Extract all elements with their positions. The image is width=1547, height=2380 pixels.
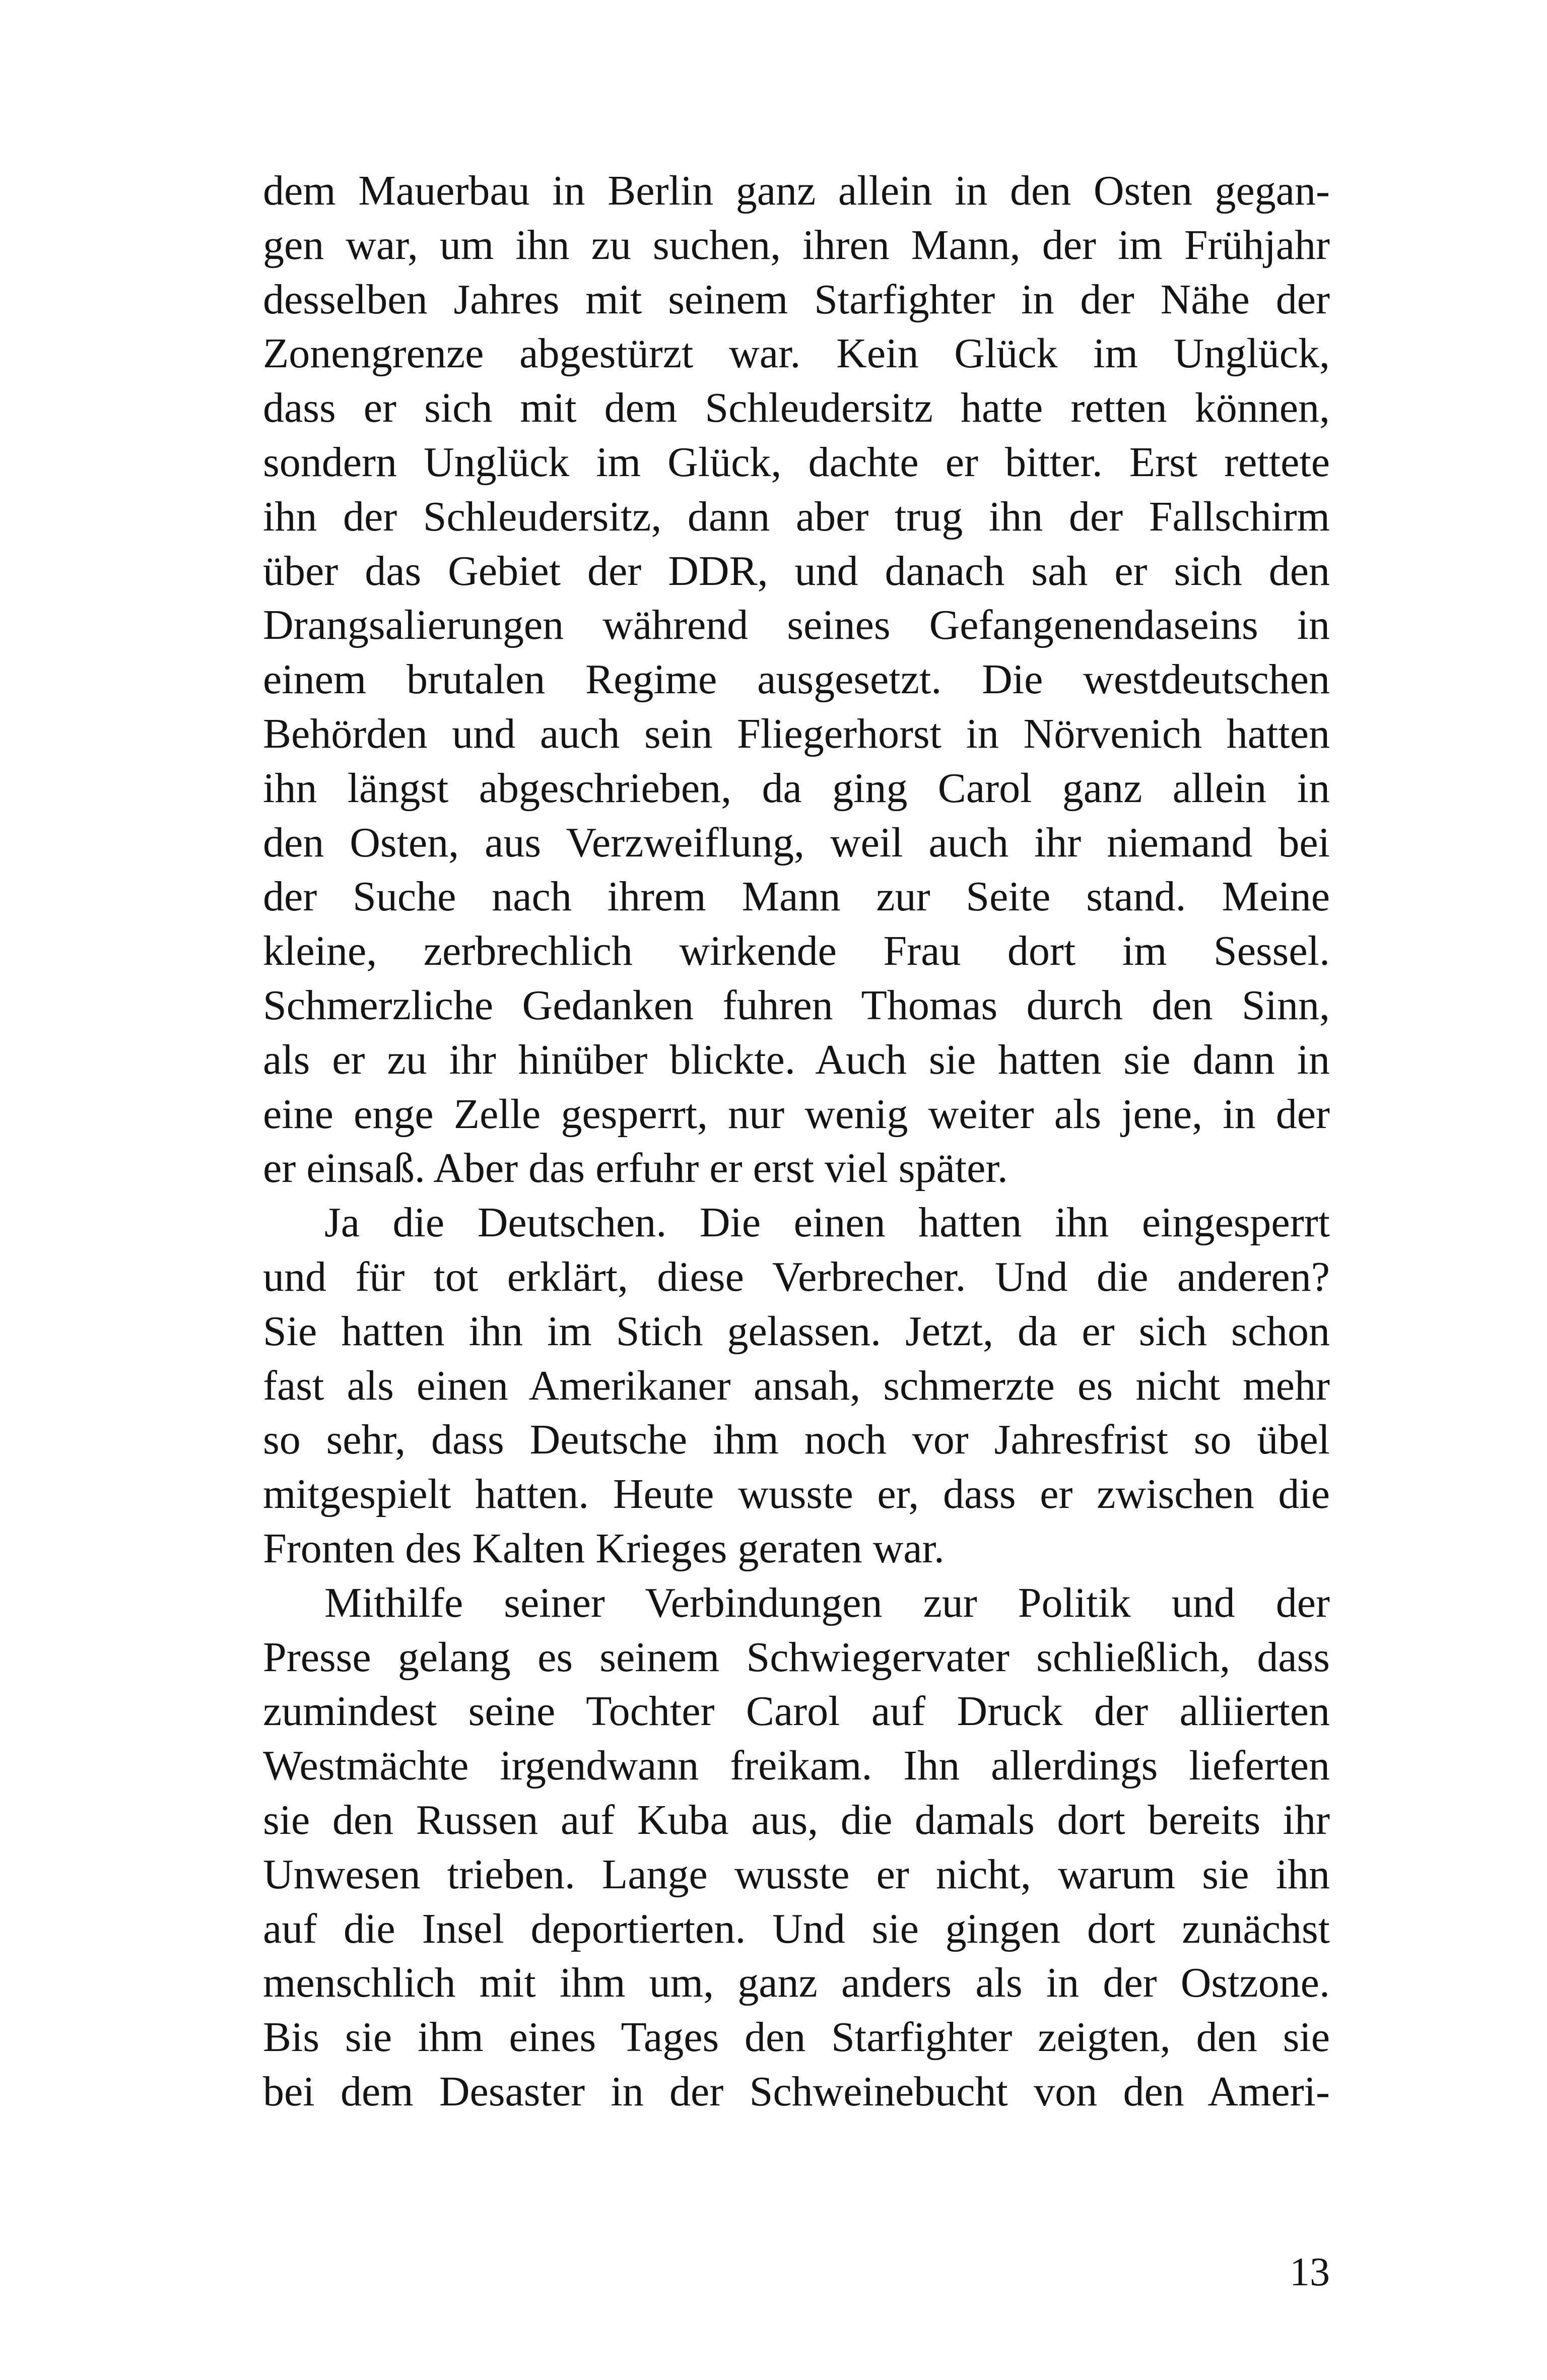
text-line: fast als einen Amerikaner ansah, schmerzte es nicht mehr: [263, 1362, 1330, 1409]
text-line: Unwesen trieben. Lange wusste er nicht, warum sie ihn: [263, 1850, 1330, 1898]
text-line: ihn längst abgeschrieben, da ging Carol ganz allein in: [263, 764, 1330, 812]
paragraph: [263, 164, 1330, 1196]
text-line: sondern Unglück im Glück, dachte er bitter. Erst rettete: [263, 438, 1330, 486]
text-line: Sie hatten ihn im Stich gelassen. Jetzt, da er sich schon: [263, 1307, 1330, 1355]
text-line: menschlich mit ihm um, ganz anders als in der Ostzone.: [263, 1959, 1330, 2007]
text-line: sie den Russen auf Kuba aus, die damals dort bereits ihr: [263, 1796, 1330, 1843]
paragraph: [263, 1576, 1330, 2119]
text-line: eine enge Zelle gesperrt, nur wenig weiter als jene, in der: [263, 1090, 1330, 1138]
text-line: kleine, zerbrechlich wirkende Frau dort im Sessel.: [263, 928, 1330, 975]
text-line: der Suche nach ihrem Mann zur Seite stand. Meine: [263, 873, 1330, 920]
text-line: als er zu ihr hinüber blickte. Auch sie hatten sie dann in: [263, 1036, 1330, 1083]
text-line: zumindest seine Tochter Carol auf Druck der alliierten: [263, 1688, 1330, 1735]
text-line: Schmerzliche Gedanken fuhren Thomas durch den Sinn,: [263, 981, 1330, 1029]
text-line: Bis sie ihm eines Tages den Starfighter zeigten, den sie: [263, 2014, 1330, 2061]
text-line: mitgespielt hatten. Heute wusste er, dass er zwischen die: [263, 1471, 1330, 1518]
text-line: Fronten des Kalten Krieges geraten war.: [263, 1525, 945, 1572]
text-line: über das Gebiet der DDR, und danach sah er sich den: [263, 547, 1330, 594]
text-line: ihn der Schleudersitz, dann aber trug ihn der Fallschirm: [263, 493, 1330, 540]
text-line: er einsaß. Aber das erfuhr er erst viel später.: [263, 1145, 1008, 1192]
text-line: den Osten, aus Verzweiflung, weil auch ihr niemand bei: [263, 819, 1330, 866]
text-line: Ja die Deutschen. Die einen hatten ihn eingesperrt: [324, 1199, 1330, 1246]
text-line: auf die Insel deportierten. Und sie gingen dort zunächst: [263, 1905, 1330, 1952]
text-line: so sehr, dass Deutsche ihm noch vor Jahresfrist so übel: [263, 1416, 1330, 1464]
text-line: desselben Jahres mit seinem Starfighter in der Nähe der: [263, 276, 1330, 323]
text-line: gen war, um ihn zu suchen, ihren Mann, der im Frühjahr: [263, 221, 1330, 269]
text-line: dem Mauerbau in Berlin ganz allein in den Osten gegan-: [263, 167, 1330, 214]
text-line: Westmächte irgendwann freikam. Ihn allerdings lieferten: [263, 1742, 1330, 1790]
text-line: Zonengrenze abgestürzt war. Kein Glück im Unglück,: [263, 330, 1330, 377]
text-line: Presse gelang es seinem Schwiegervater schließlich, dass: [263, 1633, 1330, 1681]
text-line: Drangsalierungen während seines Gefangenendaseins in: [263, 602, 1330, 649]
text-line: dass er sich mit dem Schleudersitz hatte retten können,: [263, 384, 1330, 432]
page-number: 13: [1290, 2250, 1330, 2294]
text-line: Mithilfe seiner Verbindungen zur Politik und der: [324, 1579, 1330, 1626]
text-line: Behörden und auch sein Fliegerhorst in Nörvenich hatten: [263, 710, 1330, 757]
text-line: und für tot erklärt, diese Verbrecher. Und die anderen?: [263, 1253, 1330, 1300]
text-line: bei dem Desaster in der Schweinebucht von den Ameri-: [263, 2068, 1330, 2115]
text-line: einem brutalen Regime ausgesetzt. Die westdeutschen: [263, 656, 1330, 703]
body-text: [263, 164, 1330, 2119]
paragraph: [263, 1196, 1330, 1576]
